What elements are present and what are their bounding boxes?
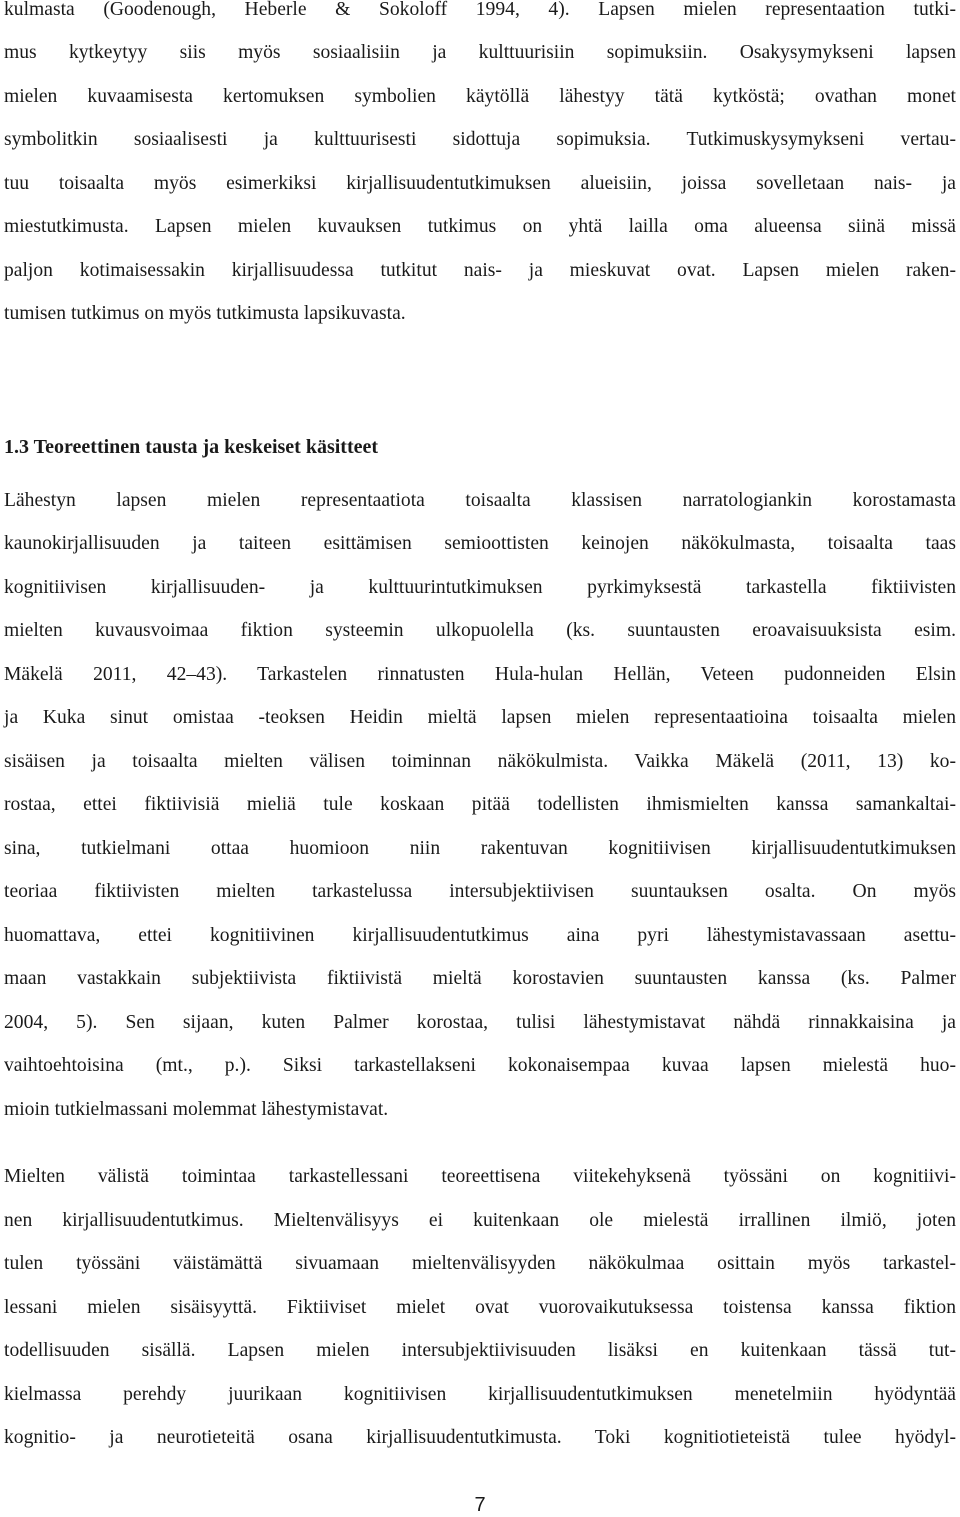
text-line: tulen työssäni väistämättä sivuamaan mieltenvälisyyden näkökulmaa osittain myös tarkastel-: [4, 1253, 956, 1274]
text-line: maan vastakkain subjektiivista fiktiivistä mieltä korostavien suuntausten kanssa (ks. Palmer: [4, 968, 956, 989]
text-line: sisäisen ja toisaalta mielten välisen toiminnan näkökulmista. Vaikka Mäkelä (2011, 13) ko-: [4, 751, 956, 772]
text-line: kulmasta (Goodenough, Heberle & Sokoloff 1994, 4). Lapsen mielen representaation tutki-: [4, 0, 956, 20]
text-line: mielen kuvaamisesta kertomuksen symbolien käytöllä lähestyy tätä kytköstä; ovathan monet: [4, 86, 956, 107]
text-line: huomattava, ettei kognitiivinen kirjallisuudentutkimus aina pyri lähestymistavassaan asettu-: [4, 925, 956, 946]
text-line: Lähestyn lapsen mielen representaatiota toisaalta klassisen narratologiankin korostamasta: [4, 490, 956, 511]
text-line: mielten kuvausvoimaa fiktion systeemin ulkopuolella (ks. suuntausten eroavaisuuksista esim.: [4, 620, 956, 641]
text-line: kielmassa perehdy juurikaan kognitiivisen kirjallisuudentutkimuksen menetelmiin hyödyntää: [4, 1384, 956, 1405]
text-line: mioin tutkielmassani molemmat lähestymistavat.: [4, 1099, 389, 1120]
text-line: todellisuuden sisällä. Lapsen mielen intersubjektiivisuuden lisäksi en kuitenkaan tässä tut-: [4, 1340, 956, 1361]
text-line: paljon kotimaisessakin kirjallisuudessa tutkitut nais- ja mieskuvat ovat. Lapsen mielen raken-: [4, 260, 956, 281]
text-line: teoriaa fiktiivisten mielten tarkastelussa intersubjektiivisen suuntauksen osalta. On myös: [4, 881, 956, 902]
text-line: kognitiivisen kirjallisuuden- ja kulttuurintutkimuksen pyrkimyksestä tarkastella fiktiivisten: [4, 577, 956, 598]
text-line: tuu toisaalta myös esimerkiksi kirjallisuudentutkimuksen alueisiin, joissa sovelletaan nais- ja: [4, 173, 956, 194]
text-line: ja Kuka sinut omistaa -teoksen Heidin mieltä lapsen mielen representaatioina toisaalta mielen: [4, 707, 956, 728]
text-line: nen kirjallisuudentutkimus. Mieltenvälisyys ei kuitenkaan ole mielestä irrallinen ilmiö, joten: [4, 1210, 956, 1231]
text-line: kaunokirjallisuuden ja taiteen esittämisen semioottisten keinojen näkökulmasta, toisaalta taas: [4, 533, 956, 554]
text-line: 2004, 5). Sen sijaan, kuten Palmer korostaa, tulisi lähestymistavat nähdä rinnakkaisina ja: [4, 1012, 956, 1033]
section-heading: 1.3 Teoreettinen tausta ja keskeiset käsitteet: [4, 436, 379, 458]
text-line: rostaa, ettei fiktiivisiä mieliä tule koskaan pitää todellisten ihmismielten kanssa samankaltai-: [4, 794, 956, 815]
text-line: Mäkelä 2011, 42–43). Tarkastelen rinnatusten Hula-hulan Hellän, Veteen pudonneiden Elsin: [4, 664, 956, 685]
text-line: kognitio- ja neurotieteitä osana kirjallisuudentutkimusta. Toki kognitiotieteistä tulee hyödyl-: [4, 1427, 956, 1448]
text-line: vaihtoehtoisina (mt., p.). Siksi tarkastellakseni kokonaisempaa kuvaa lapsen mielestä huo-: [4, 1055, 956, 1076]
text-line: miestutkimusta. Lapsen mielen kuvauksen tutkimus on yhtä lailla oma alueensa siinä missä: [4, 216, 956, 237]
text-line: lessani mielen sisäisyyttä. Fiktiiviset mielet ovat vuorovaikutuksessa toistensa kanssa fiktion: [4, 1297, 956, 1318]
text-line: Mielten välistä toimintaa tarkastellessani teoreettisena viitekehyksenä työssäni on kognitiivi-: [4, 1166, 956, 1187]
text-line: tumisen tutkimus on myös tutkimusta lapsikuvasta.: [4, 303, 406, 324]
text-line: symbolitkin sosiaalisesti ja kulttuurisesti sidottuja sopimuksia. Tutkimuskysymykseni vertau-: [4, 129, 956, 150]
text-line: mus kytkeytyy siis myös sosiaalisiin ja kulttuurisiin sopimuksiin. Osakysymykseni lapsen: [4, 42, 956, 63]
text-line: sina, tutkielmani ottaa huomioon niin rakentuvan kognitiivisen kirjallisuudentutkimuksen: [4, 838, 956, 859]
page-number: 7: [474, 1494, 486, 1516]
